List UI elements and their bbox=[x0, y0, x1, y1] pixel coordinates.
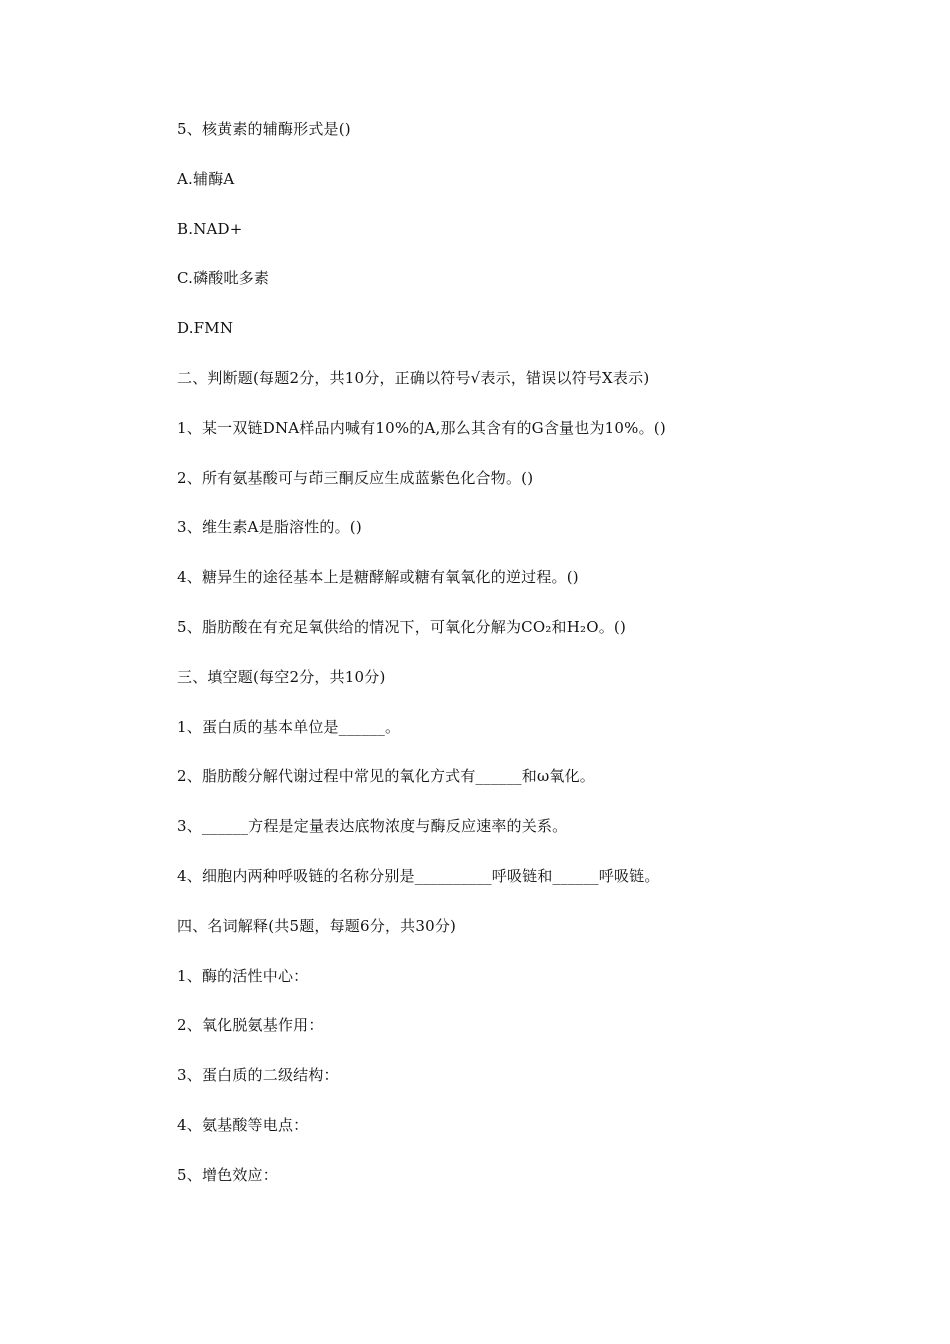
term-4: 4、氨基酸等电点： bbox=[177, 1116, 309, 1134]
question-fill-4: 4、细胞内两种呼吸链的名称分别是__________呼吸链和______呼吸链。 bbox=[177, 867, 660, 885]
question-fill-2: 2、脂肪酸分解代谢过程中常见的氧化方式有______和ω氧化。 bbox=[177, 767, 595, 785]
question-tf-3: 3、维生素A是脂溶性的。() bbox=[177, 518, 362, 536]
question-tf-5: 5、脂肪酸在有充足氧供给的情况下，可氧化分解为CO₂和H₂O。() bbox=[177, 618, 627, 636]
section-heading-true-false: 二、判断题(每题2分，共10分，正确以符号√表示，错误以符号X表示) bbox=[177, 369, 650, 387]
option-d: D.FMN bbox=[177, 319, 234, 337]
section-heading-terms: 四、名词解释(共5题，每题6分，共30分) bbox=[177, 917, 457, 935]
option-c: C.磷酸吡多素 bbox=[177, 269, 270, 287]
term-2: 2、氧化脱氨基作用： bbox=[177, 1016, 324, 1034]
question-tf-1: 1、某一双链DNA样品内喊有10%的A,那么其含有的G含量也为10%。() bbox=[177, 419, 666, 437]
question-fill-1: 1、蛋白质的基本单位是______。 bbox=[177, 718, 401, 736]
section-heading-fill-blank: 三、填空题(每空2分，共10分) bbox=[177, 668, 386, 686]
question-fill-3: 3、______方程是定量表达底物浓度与酶反应速率的关系。 bbox=[177, 817, 568, 835]
option-a: A.辅酶A bbox=[177, 170, 235, 188]
term-3: 3、蛋白质的二级结构： bbox=[177, 1066, 339, 1084]
question-choice-5: 5、核黄素的辅酶形式是() bbox=[177, 120, 351, 138]
question-tf-4: 4、糖异生的途径基本上是糖酵解或糖有氧氧化的逆过程。() bbox=[177, 568, 579, 586]
term-5: 5、增色效应： bbox=[177, 1166, 278, 1184]
question-tf-2: 2、所有氨基酸可与茚三酮反应生成蓝紫色化合物。() bbox=[177, 469, 534, 487]
option-b: B.NAD+ bbox=[177, 220, 243, 238]
term-1: 1、酶的活性中心： bbox=[177, 967, 309, 985]
